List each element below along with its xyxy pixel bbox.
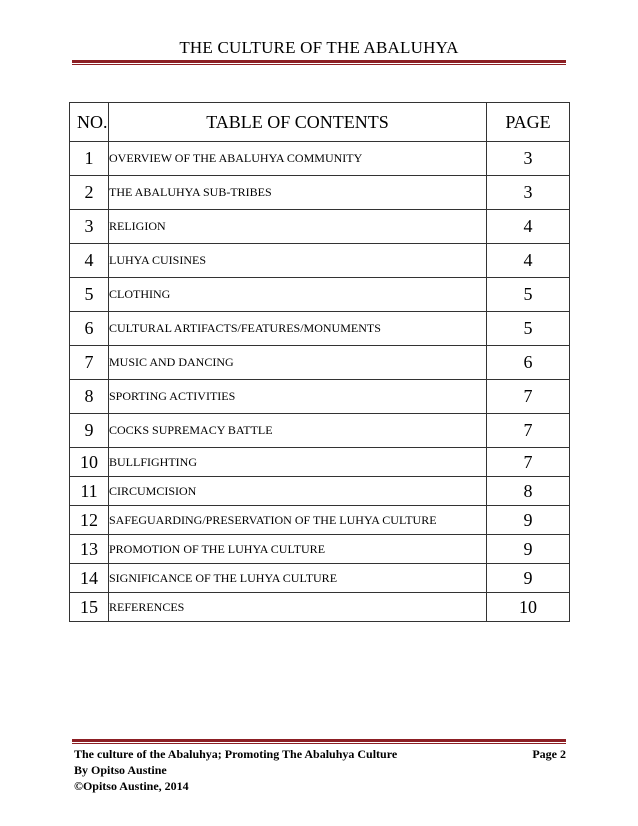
toc-row-title: CLOTHING	[109, 278, 487, 312]
table-row	[70, 477, 570, 506]
toc-row-title: COCKS SUPREMACY BATTLE	[109, 414, 487, 448]
toc-row-title: OVERVIEW OF THE ABALUHYA COMMUNITY	[109, 142, 487, 176]
toc-row-page: 9	[487, 506, 570, 535]
toc-row-number: 3	[70, 210, 109, 244]
toc-row-page: 9	[487, 564, 570, 593]
toc-header-title: TABLE OF CONTENTS	[109, 103, 487, 142]
table-row	[70, 244, 570, 278]
toc-row-page: 3	[487, 176, 570, 210]
footer-rule	[72, 739, 566, 742]
toc-row-page: 10	[487, 593, 570, 622]
toc-row-title: BULLFIGHTING	[109, 448, 487, 477]
header-rule-thin	[72, 64, 566, 65]
footer-rule-thin	[72, 743, 566, 744]
toc-row-number: 8	[70, 380, 109, 414]
toc-body	[70, 142, 570, 622]
toc-row-page: 8	[487, 477, 570, 506]
footer-line-1	[74, 746, 566, 762]
page-footer	[74, 746, 566, 794]
table-row	[70, 593, 570, 622]
table-row	[70, 506, 570, 535]
toc-row-number: 1	[70, 142, 109, 176]
toc-row-title: LUHYA CUISINES	[109, 244, 487, 278]
footer-doc-title: The culture of the Abaluhya; Promoting The Abaluhya Culture	[74, 747, 398, 761]
toc-row-title: MUSIC AND DANCING	[109, 346, 487, 380]
toc-row-number: 6	[70, 312, 109, 346]
footer-author: By Opitso Austine	[74, 763, 167, 777]
table-row	[70, 380, 570, 414]
table-row	[70, 312, 570, 346]
table-row	[70, 142, 570, 176]
toc-row-title: THE ABALUHYA SUB-TRIBES	[109, 176, 487, 210]
toc-row-number: 12	[70, 506, 109, 535]
table-row	[70, 414, 570, 448]
toc-row-page: 9	[487, 535, 570, 564]
toc-row-title: SAFEGUARDING/PRESERVATION OF THE LUHYA CULTURE	[109, 506, 487, 535]
toc-row-title: REFERENCES	[109, 593, 487, 622]
toc-row-page: 7	[487, 380, 570, 414]
table-row	[70, 564, 570, 593]
toc-row-title: RELIGION	[109, 210, 487, 244]
table-row	[70, 346, 570, 380]
toc-row-title: CIRCUMCISION	[109, 477, 487, 506]
toc-row-number: 5	[70, 278, 109, 312]
toc-header-row	[70, 103, 570, 142]
table-row	[70, 278, 570, 312]
toc-row-number: 7	[70, 346, 109, 380]
toc-header-no: NO.	[70, 103, 109, 142]
toc-row-number: 9	[70, 414, 109, 448]
table-of-contents	[69, 102, 570, 622]
toc-row-page: 3	[487, 142, 570, 176]
toc-row-page: 5	[487, 278, 570, 312]
footer-copyright: ©Opitso Austine, 2014	[74, 779, 189, 793]
header-rule	[72, 60, 566, 63]
toc-row-title: PROMOTION OF THE LUHYA CULTURE	[109, 535, 487, 564]
toc-row-number: 13	[70, 535, 109, 564]
table-row	[70, 448, 570, 477]
toc-row-title: CULTURAL ARTIFACTS/FEATURES/MONUMENTS	[109, 312, 487, 346]
toc-row-number: 10	[70, 448, 109, 477]
toc-row-number: 14	[70, 564, 109, 593]
toc-row-number: 11	[70, 477, 109, 506]
toc-row-number: 4	[70, 244, 109, 278]
toc-row-page: 7	[487, 448, 570, 477]
toc-row-page: 5	[487, 312, 570, 346]
page-header-title: THE CULTURE OF THE ABALUHYA	[179, 38, 459, 57]
table-row	[70, 535, 570, 564]
toc-row-number: 2	[70, 176, 109, 210]
toc-row-title: SPORTING ACTIVITIES	[109, 380, 487, 414]
toc-row-page: 7	[487, 414, 570, 448]
footer-page-number: Page 2	[532, 747, 566, 761]
table-row	[70, 210, 570, 244]
toc-row-page: 4	[487, 244, 570, 278]
toc-row-number: 15	[70, 593, 109, 622]
toc-row-title: SIGNIFICANCE OF THE LUHYA CULTURE	[109, 564, 487, 593]
toc-row-page: 6	[487, 346, 570, 380]
table-row	[70, 176, 570, 210]
toc-row-page: 4	[487, 210, 570, 244]
toc-header-page: PAGE	[487, 103, 570, 142]
